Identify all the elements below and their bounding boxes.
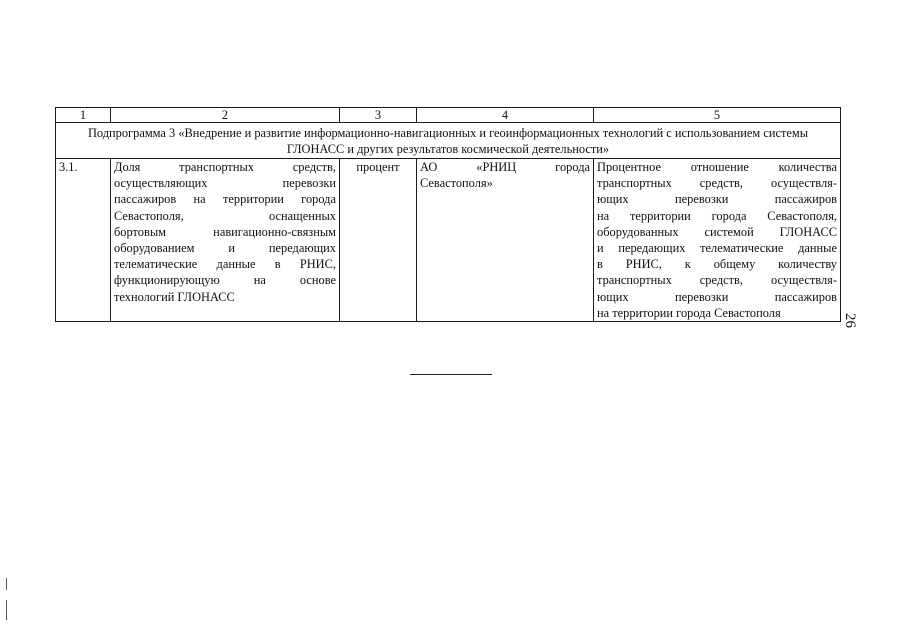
indicator-line: осуществляющих перевозки: [114, 176, 336, 191]
column-number-row: [56, 108, 841, 123]
method-line: транспортных средств, осуществля-: [597, 176, 837, 191]
column-number: 2: [111, 108, 340, 123]
end-divider: [410, 374, 492, 375]
column-number: 1: [56, 108, 111, 123]
method-line: в РНИС, к общему количеству: [597, 257, 837, 272]
scan-edge-mark: [6, 600, 7, 620]
table-row: [56, 159, 841, 322]
scan-edge-mark: [6, 578, 7, 590]
row-number: 3.1.: [56, 159, 111, 322]
indicator-line: бортовым навигационно-связным: [114, 224, 336, 239]
method-line: Процентное отношение количества: [597, 160, 837, 174]
indicator-line: Доля транспортных средств,: [114, 160, 336, 174]
indicator-line: технологий ГЛОНАСС: [114, 289, 235, 304]
column-number: 5: [594, 108, 841, 123]
method-line: на территории города Севастополя: [597, 305, 781, 320]
indicator-line: оборудованием и передающих: [114, 240, 336, 255]
indicator-table: [55, 107, 841, 322]
method-line: на территории города Севастополя,: [597, 208, 837, 223]
indicator-name-cell: [111, 159, 340, 322]
unit-cell: процент: [340, 159, 417, 322]
indicator-line: телематические данные в РНИС,: [114, 257, 336, 272]
method-line: ющих перевозки пассажиров: [597, 192, 837, 207]
method-line: и передающих телематические данные: [597, 240, 837, 255]
calculation-method-cell: [594, 159, 841, 322]
method-line: оборудованных системой ГЛОНАСС: [597, 224, 837, 239]
method-line: ющих перевозки пассажиров: [597, 289, 837, 304]
subprogram-title: Подпрограмма 3 «Внедрение и развитие информационно-навигационных и геоинформационных технологий с использованием системы ГЛОНАСС и других результатов космической деятельности»: [56, 123, 841, 159]
indicator-line: Севастополя, оснащенных: [114, 208, 336, 223]
column-number: 3: [340, 108, 417, 123]
indicator-line: пассажиров на территории города: [114, 192, 336, 207]
page-number: 26: [842, 313, 858, 328]
responsible-cell: [417, 159, 594, 322]
responsible-line: АО «РНИЦ города: [420, 160, 590, 174]
subprogram-row: [56, 123, 841, 159]
responsible-line: Севастополя»: [420, 176, 493, 191]
indicator-line: функционирующую на основе: [114, 273, 336, 288]
method-line: транспортных средств, осуществля-: [597, 273, 837, 288]
column-number: 4: [417, 108, 594, 123]
